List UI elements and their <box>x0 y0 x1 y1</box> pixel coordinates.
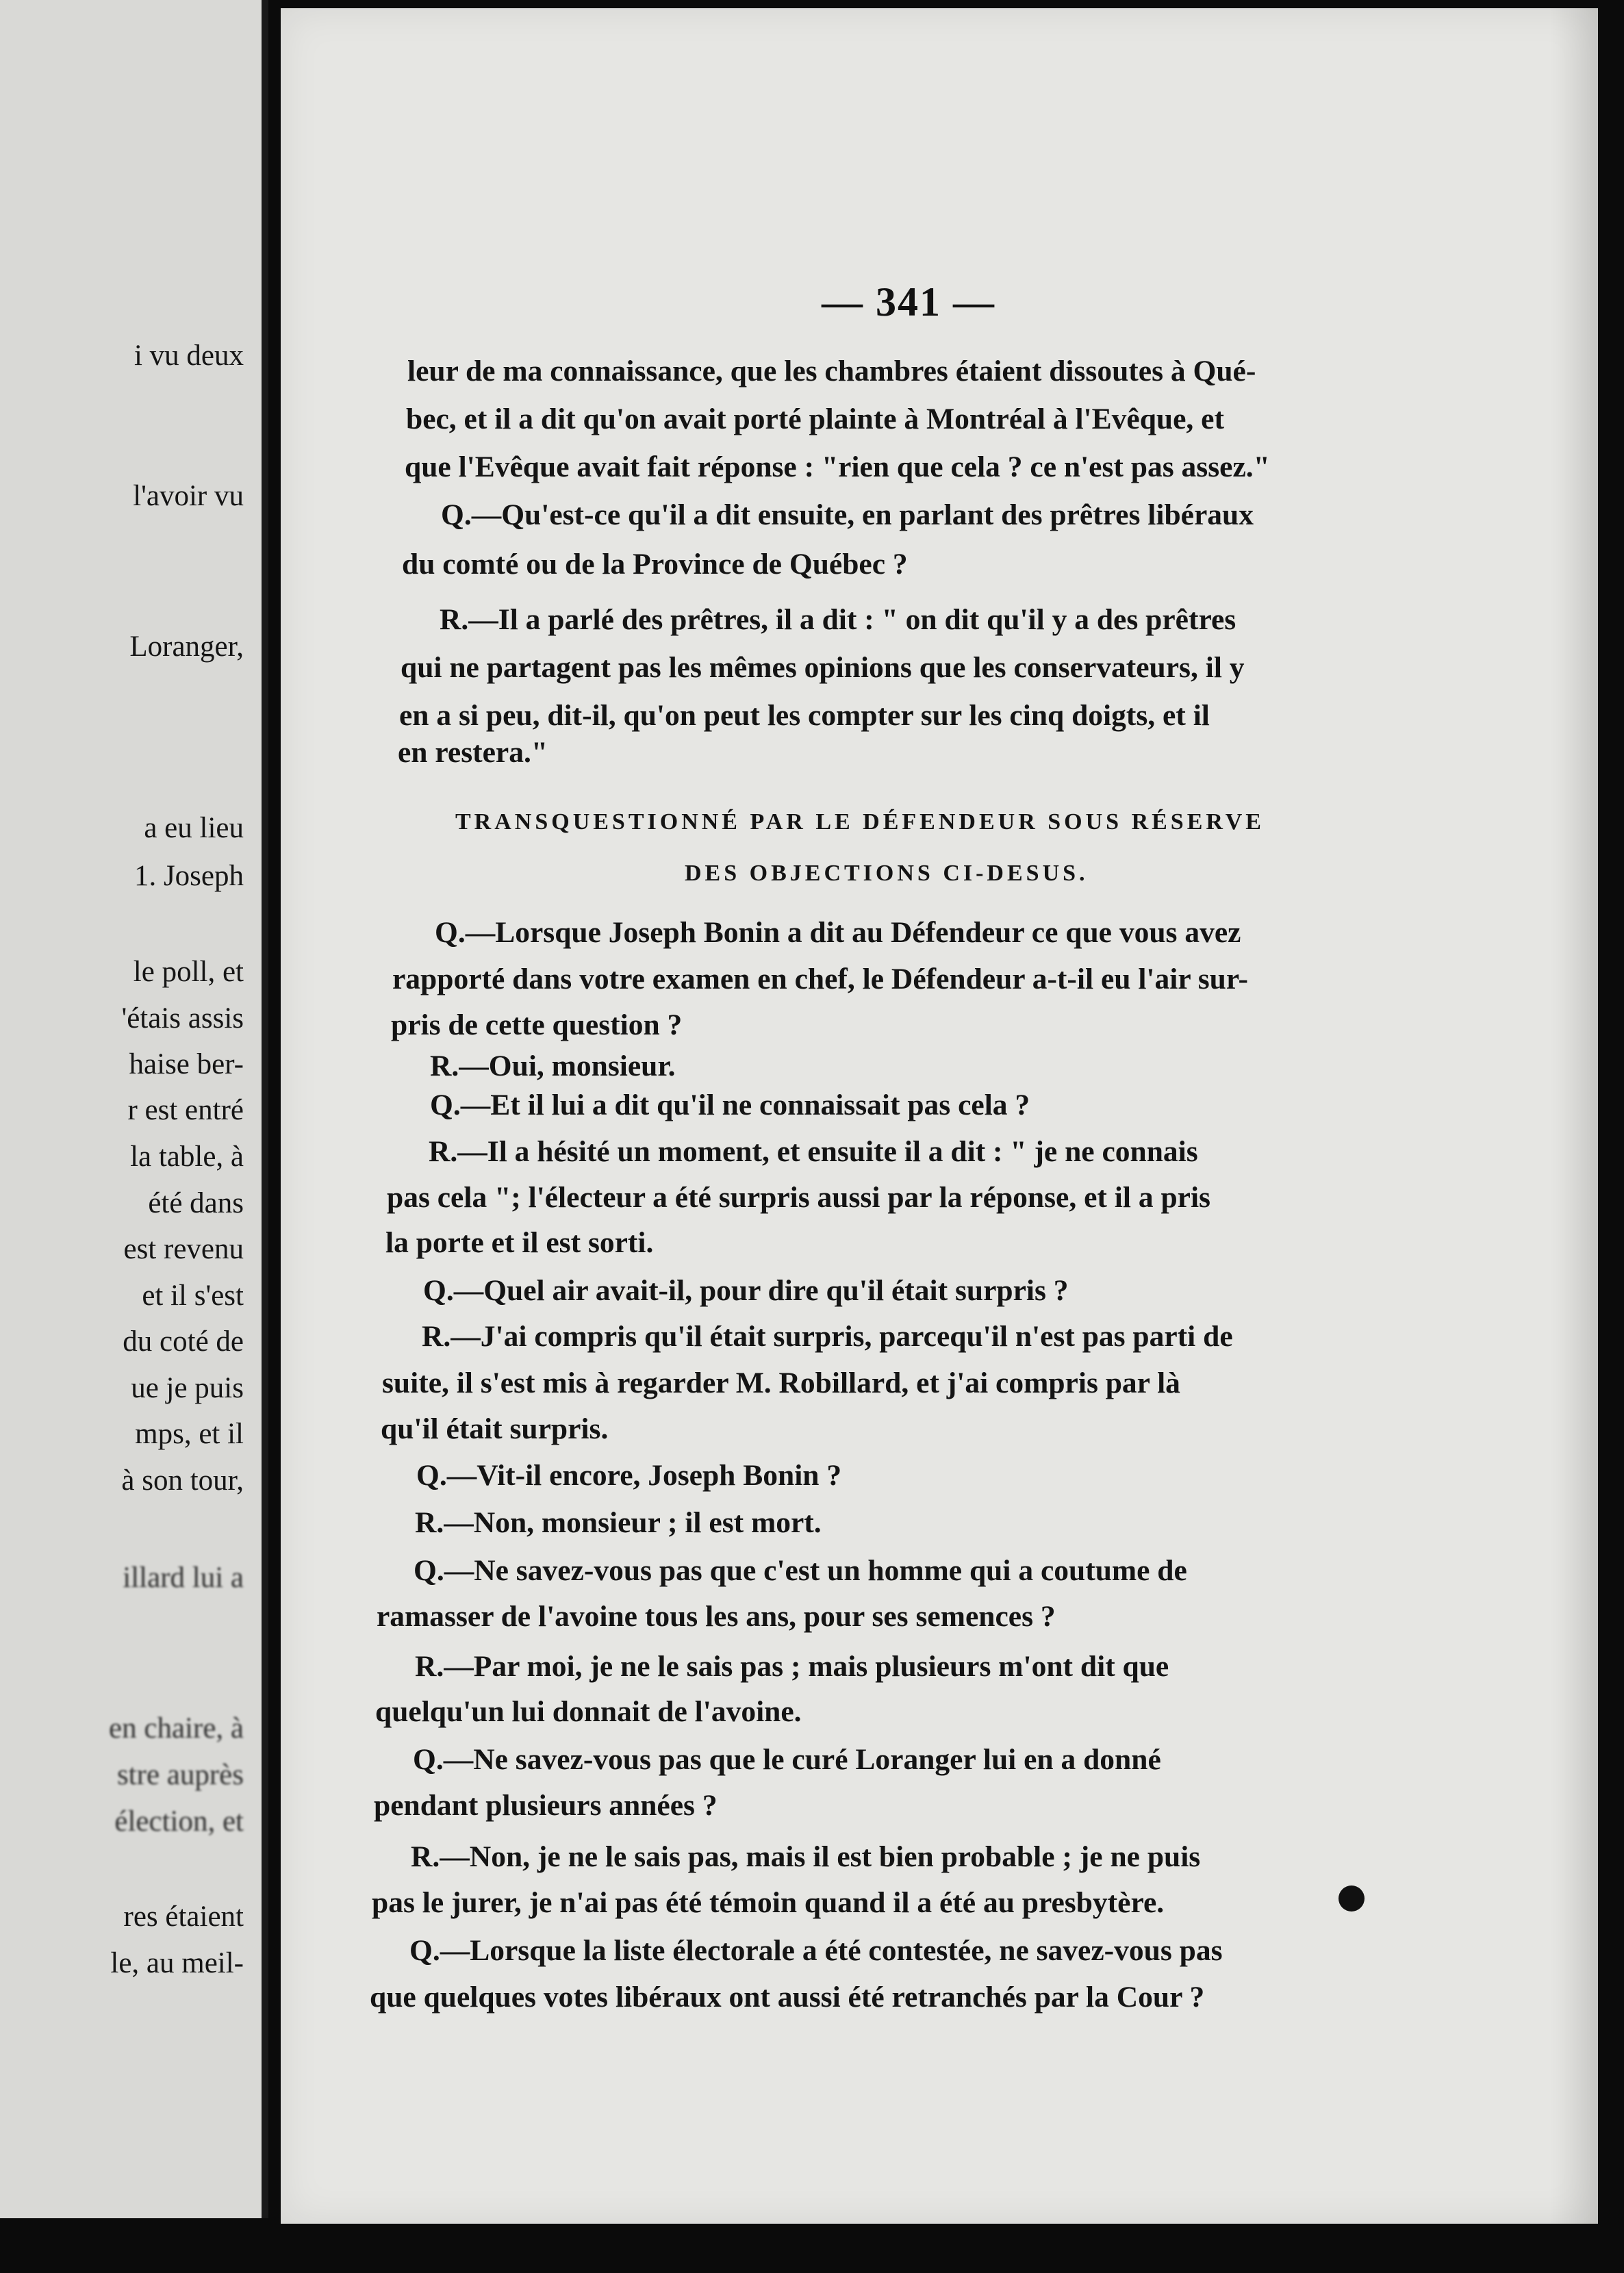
text-line: Q.—Ne savez-vous pas que c'est un homme qui a coutume de <box>414 1554 1187 1587</box>
left-line: a eu lieu <box>144 812 244 844</box>
text-line: que quelques votes libéraux ont aussi été retranchés par la Cour ? <box>370 1981 1205 2014</box>
text-line: R.—Non, monsieur ; il est mort. <box>415 1506 822 1539</box>
text-line: R.—Par moi, je ne le sais pas ; mais plusieurs m'ont dit que <box>415 1650 1169 1683</box>
left-line: illard lui a <box>123 1562 244 1594</box>
text-line: pendant plusieurs années ? <box>374 1789 718 1822</box>
text-line: R.—Il a hésité un moment, et ensuite il a dit : " je ne connais <box>429 1135 1198 1168</box>
left-line: est revenu <box>123 1233 244 1265</box>
left-line: la table, à <box>130 1141 244 1173</box>
left-line: et il s'est <box>142 1280 244 1312</box>
text-line: la porte et il est sorti. <box>385 1226 654 1259</box>
text-line: R.—Non, je ne le sais pas, mais il est bien probable ; je ne puis <box>411 1840 1201 1873</box>
left-line: ue je puis <box>131 1372 244 1404</box>
left-line: r est entré <box>127 1094 244 1126</box>
main-page <box>281 8 1598 2224</box>
left-line: mps, et il <box>135 1418 244 1450</box>
ink-blot <box>1338 1885 1365 1912</box>
text-line: leur de ma connaissance, que les chambres étaient dissoutes à Qué- <box>407 355 1256 388</box>
text-line: Q.—Et il lui a dit qu'il ne connaissait pas cela ? <box>430 1089 1030 1121</box>
text-line: du comté ou de la Province de Québec ? <box>402 548 908 581</box>
section-heading: DES OBJECTIONS CI-DESUS. <box>685 861 1089 886</box>
text-line: ramasser de l'avoine tous les ans, pour ses semences ? <box>377 1600 1056 1633</box>
text-line: Q.—Lorsque Joseph Bonin a dit au Défendeur ce que vous avez <box>435 916 1241 949</box>
text-line: qu'il était surpris. <box>381 1412 609 1445</box>
left-line: l'avoir vu <box>133 480 244 512</box>
previous-page-strip <box>0 0 268 2218</box>
text-line: Q.—Quel air avait-il, pour dire qu'il était surpris ? <box>423 1274 1069 1307</box>
left-line: à son tour, <box>121 1464 244 1497</box>
left-line: stre auprès <box>116 1759 244 1791</box>
left-line: 1. Joseph <box>134 860 244 892</box>
left-line: le poll, et <box>133 956 244 988</box>
text-line: Q.—Qu'est-ce qu'il a dit ensuite, en parlant des prêtres libéraux <box>441 498 1254 531</box>
left-line: le, au meil- <box>110 1947 244 1979</box>
left-line: haise ber- <box>129 1048 244 1080</box>
page-number: — 341 — <box>822 279 995 325</box>
left-line: Loranger, <box>129 631 244 663</box>
text-line: Q.—Lorsque la liste électorale a été contestée, ne savez-vous pas <box>409 1934 1223 1967</box>
text-line: Q.—Vit-il encore, Joseph Bonin ? <box>416 1459 842 1492</box>
left-line: en chaire, à <box>109 1712 244 1744</box>
left-line: i vu deux <box>134 340 244 372</box>
text-line: que l'Evêque avait fait réponse : "rien que cela ? ce n'est pas assez." <box>405 450 1270 483</box>
left-line: du coté de <box>123 1325 244 1358</box>
section-heading: TRANSQUESTIONNÉ PAR LE DÉFENDEUR SOUS RÉSERVE <box>455 809 1265 835</box>
text-line: quelqu'un lui donnait de l'avoine. <box>375 1695 802 1728</box>
text-line: qui ne partagent pas les mêmes opinions que les conservateurs, il y <box>401 651 1245 684</box>
text-line: suite, il s'est mis à regarder M. Robillard, et j'ai compris par là <box>382 1367 1180 1399</box>
left-line: res étaient <box>123 1901 244 1933</box>
text-line: pas cela "; l'électeur a été surpris aussi par la réponse, et il a pris <box>387 1181 1210 1214</box>
text-line: R.—Oui, monsieur. <box>430 1050 676 1082</box>
text-line: pris de cette question ? <box>391 1008 683 1041</box>
left-line: élection, et <box>114 1805 244 1838</box>
left-line: été dans <box>148 1187 244 1219</box>
text-line: Q.—Ne savez-vous pas que le curé Loranger lui en a donné <box>413 1743 1161 1776</box>
text-line: en restera." <box>398 736 548 769</box>
text-line: R.—Il a parlé des prêtres, il a dit : " on dit qu'il y a des prêtres <box>440 603 1236 636</box>
left-line: 'étais assis <box>121 1002 244 1034</box>
text-line: pas le jurer, je n'ai pas été témoin quand il a été au presbytère. <box>372 1886 1165 1919</box>
text-line: rapporté dans votre examen en chef, le Défendeur a-t-il eu l'air sur- <box>392 963 1249 995</box>
text-line: R.—J'ai compris qu'il était surpris, parcequ'il n'est pas parti de <box>422 1320 1233 1353</box>
text-line: en a si peu, dit-il, qu'on peut les compter sur les cinq doigts, et il <box>399 699 1210 732</box>
text-line: bec, et il a dit qu'on avait porté plainte à Montréal à l'Evêque, et <box>406 403 1224 435</box>
